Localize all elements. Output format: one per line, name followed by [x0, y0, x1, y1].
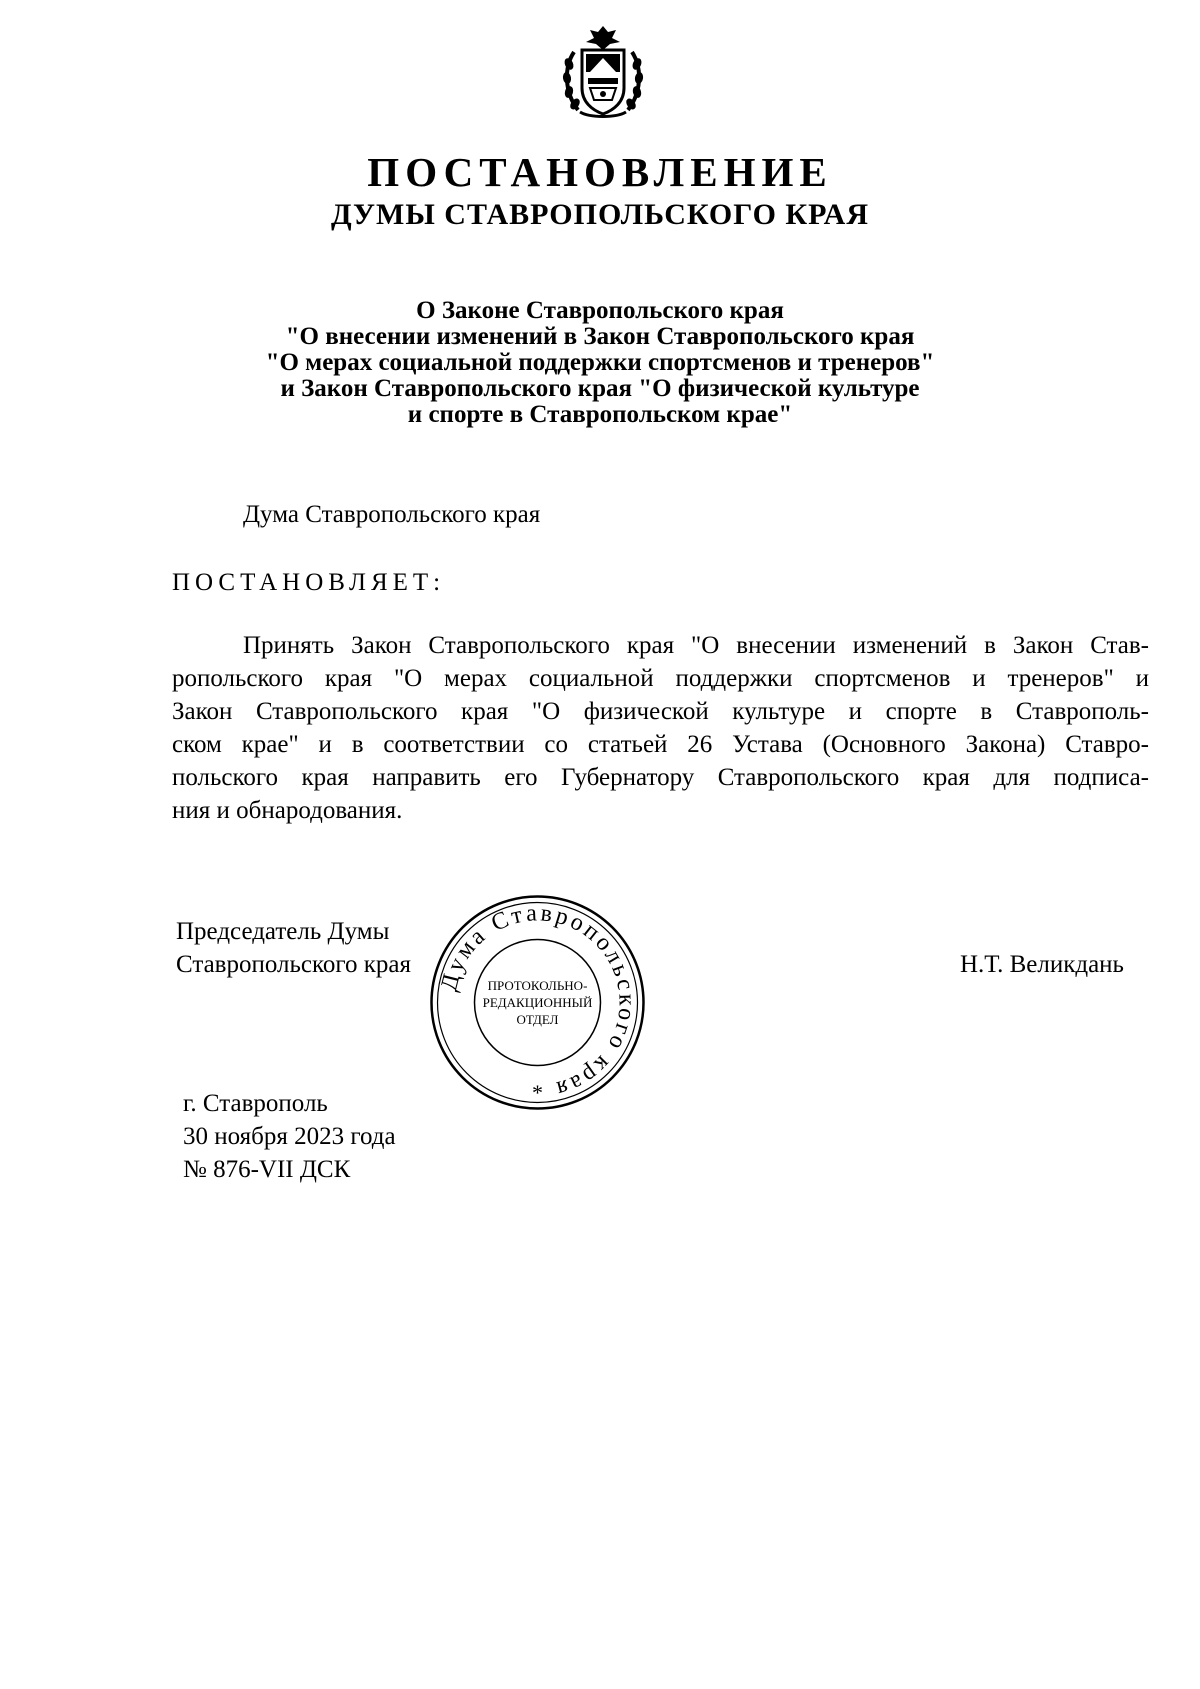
stamp-center-line: ОТДЕЛ: [516, 1012, 559, 1027]
body-line: Закон Ставропольского края "О физической культуре и спорте в Ставрополь-: [172, 698, 1149, 725]
body-line: ском крае" и в соответствии со статьей 26 Устава (Основного Закона) Ставро-: [172, 731, 1149, 758]
stamp-ring-text: Дума Ставропольского края: [436, 900, 640, 1103]
subject-line: "О мерах социальной поддержки спортсменов и тренеров": [265, 349, 935, 376]
document-subject: [0, 298, 1200, 428]
city: г. Ставрополь: [183, 1090, 328, 1117]
signatory-position-line: Председатель Думы: [176, 918, 390, 945]
subject-line: и Закон Ставропольского края "О физической культуре: [280, 375, 920, 402]
body-line: польского края направить его Губернатору Ставропольского края для подписа-: [172, 764, 1149, 791]
stamp-center-line: РЕДАКЦИОННЫЙ: [482, 995, 593, 1010]
body-line: Принять Закон Ставропольского края "О внесении изменений в Закон Став-: [243, 632, 1149, 659]
adoption-date: 30 ноября 2023 года: [183, 1123, 396, 1150]
signer-name: Н.Т. Великдань: [960, 951, 1124, 978]
stamp-star: *: [532, 1080, 543, 1105]
signatory-position: [176, 915, 411, 981]
official-stamp: [425, 890, 650, 1115]
subject-line: "О внесении изменений в Закон Ставропольского края: [285, 323, 915, 350]
place-and-date: [183, 1087, 396, 1186]
decree-word: ПОСТАНОВЛЯЕТ:: [172, 569, 446, 596]
body-line: ропольского края "О мерах социальной поддержки спортсменов и тренеров" и: [172, 665, 1149, 692]
signatory-position-line: Ставропольского края: [176, 951, 411, 978]
stamp-center-line: ПРОТОКОЛЬНО-: [487, 978, 588, 993]
document-number: № 876-VII ДСК: [183, 1156, 351, 1183]
subject-line: О Законе Ставропольского края: [416, 297, 784, 324]
document-subtitle: ДУМЫ СТАВРОПОЛЬСКОГО КРАЯ: [330, 198, 869, 231]
resolution-text: [172, 629, 1149, 827]
issuing-body: Дума Ставропольского края: [243, 501, 541, 528]
body-line: ния и обнародования.: [172, 797, 403, 824]
subject-line: и спорте в Ставропольском крае": [407, 401, 793, 428]
coat-of-arms-emblem: [560, 22, 646, 120]
document-title: ПОСТАНОВЛЕНИЕ: [367, 149, 833, 195]
